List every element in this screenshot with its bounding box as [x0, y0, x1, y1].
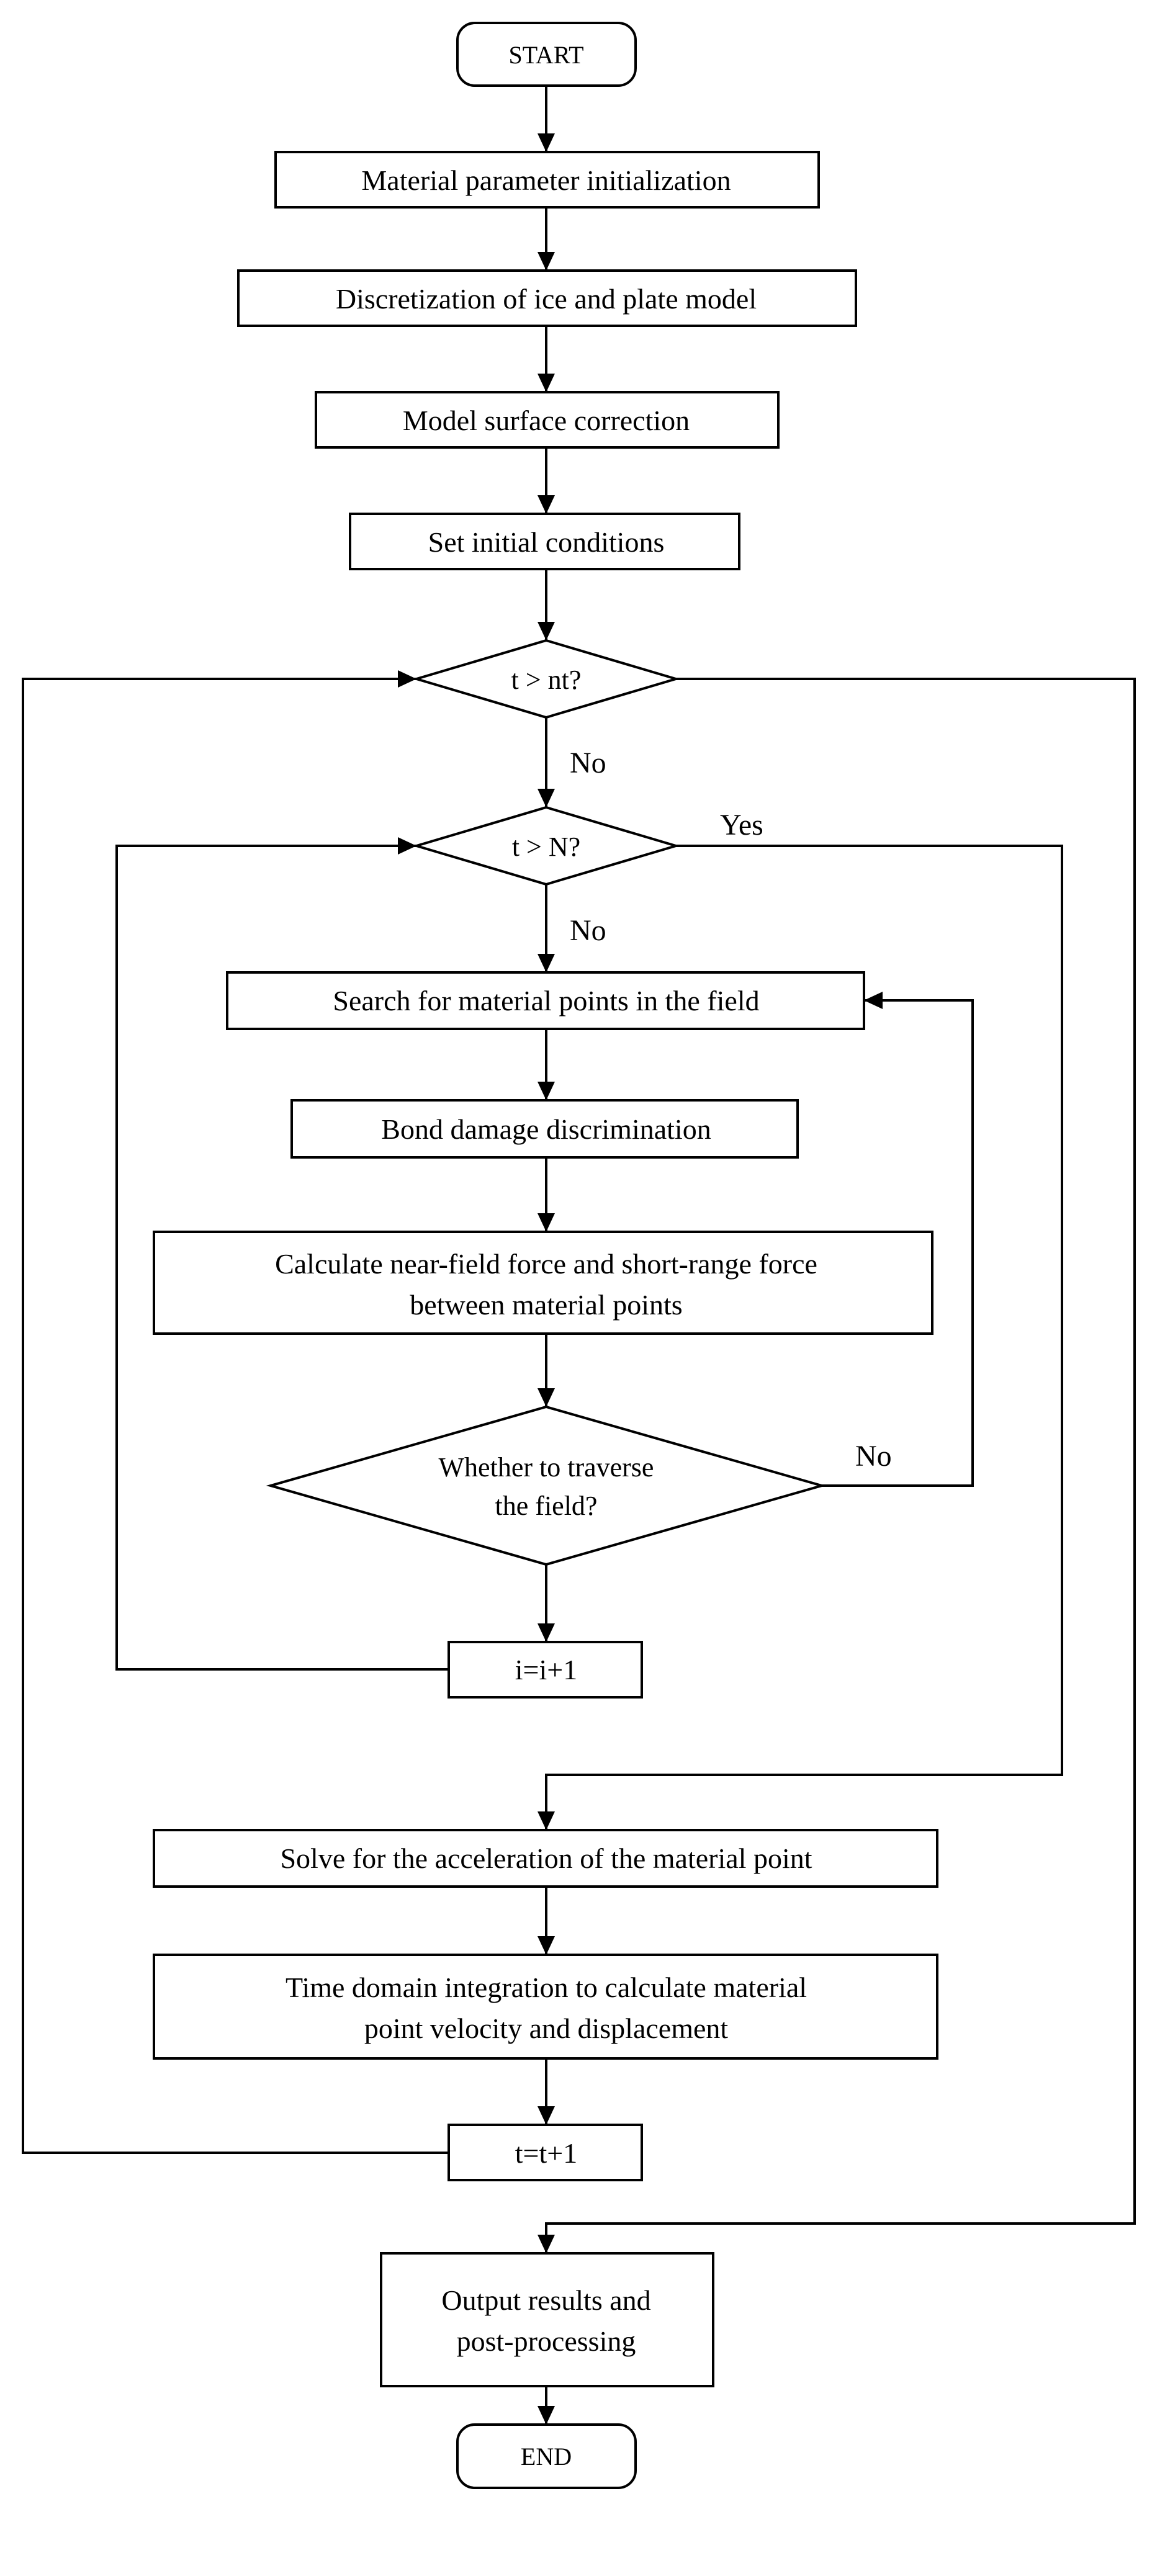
point-check-yes-label: Yes [720, 809, 763, 841]
start-label: START [508, 41, 584, 69]
arrowhead-into-output [538, 2235, 555, 2253]
search-label: Search for material points in the field [333, 985, 760, 1016]
calc-force-label-line1: Calculate near-field force and short-range force [275, 1248, 817, 1280]
output-label-line2: post-processing [456, 2325, 636, 2357]
discretization-label: Discretization of ice and plate model [335, 283, 757, 315]
time-check-no-label: No [570, 747, 606, 779]
t-increment-label: t=t+1 [515, 2137, 578, 2169]
traverse-decision [271, 1407, 822, 1564]
output-label-line1: Output results and [441, 2284, 651, 2316]
i-increment-label: i=i+1 [515, 1654, 578, 1685]
time-check-label: t > nt? [511, 665, 582, 695]
material-init-label: Material parameter initialization [361, 164, 731, 196]
solve-acceleration-label: Solve for the acceleration of the material point [280, 1842, 812, 1874]
output-node [381, 2253, 713, 2386]
arrowhead-into-calc [538, 1213, 555, 1232]
arrowhead-into-pointcheck [538, 789, 555, 807]
arrowhead-into-initial [538, 495, 555, 514]
arrowhead-into-init [538, 133, 555, 152]
traverse-label-line1: Whether to traverse [438, 1452, 654, 1483]
arrowhead-into-traverse [538, 1388, 555, 1407]
arrowhead-into-search-right [864, 992, 883, 1009]
surface-correction-label: Model surface correction [402, 405, 690, 436]
end-label: END [520, 2443, 572, 2471]
arrowhead-into-end [538, 2406, 555, 2425]
arrowhead-into-discretization [538, 252, 555, 271]
point-check-label: t > N? [511, 832, 581, 862]
calc-force-label-line2: between material points [410, 1289, 683, 1321]
bond-damage-label: Bond damage discrimination [381, 1113, 711, 1145]
edge-tinc-loop-back [23, 679, 449, 2153]
arrowhead-into-search-top [538, 954, 555, 972]
traverse-no-label: No [855, 1440, 892, 1473]
arrowhead-into-solve [538, 1811, 555, 1830]
time-integration-label-line1: Time domain integration to calculate material [285, 1972, 807, 2003]
traverse-label-line2: the field? [495, 1491, 598, 1521]
arrowhead-into-tinc [538, 2106, 555, 2125]
arrowhead-into-bond [538, 1082, 555, 1100]
arrowhead-into-surface [538, 374, 555, 392]
time-integration-label-line2: point velocity and displacement [364, 2013, 729, 2044]
initial-conditions-label: Set initial conditions [428, 526, 665, 558]
arrowhead-into-timecheck [538, 622, 555, 640]
arrowhead-into-iinc [538, 1623, 555, 1642]
point-check-no-label: No [570, 914, 606, 947]
arrowhead-into-timeint [538, 1936, 555, 1955]
